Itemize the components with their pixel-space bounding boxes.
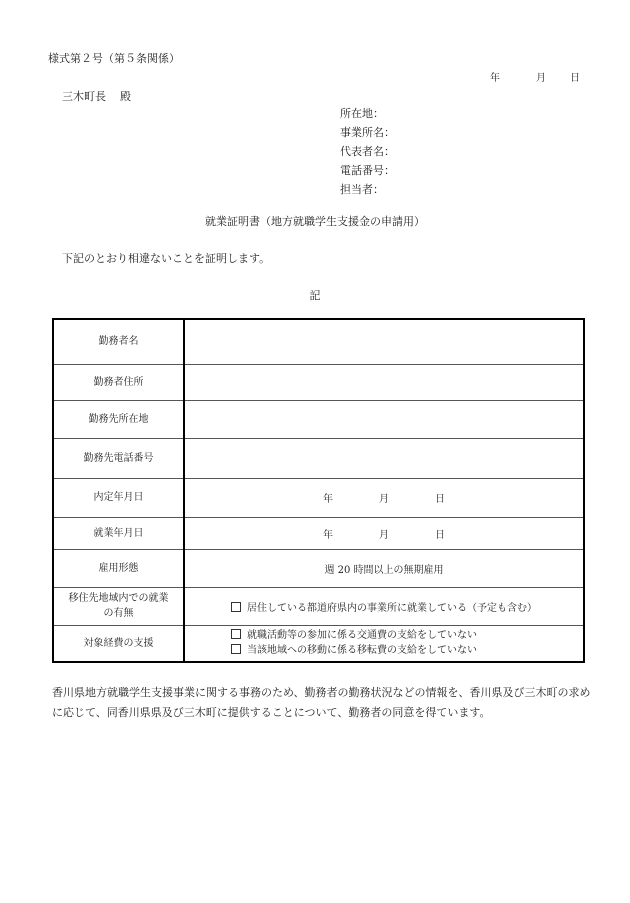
support-option-2[interactable] bbox=[189, 643, 579, 658]
support-options bbox=[184, 625, 584, 662]
date-line bbox=[490, 69, 580, 84]
checkbox-icon[interactable] bbox=[231, 644, 241, 654]
intro-text: 下記のとおり相違ないことを証明します。 bbox=[62, 252, 271, 265]
table-row bbox=[53, 517, 584, 549]
table-row bbox=[53, 549, 584, 587]
support-option-1[interactable] bbox=[189, 628, 579, 643]
local-employment-option-text: 居住している都道府県内の事業所に就業している（予定も含む） bbox=[247, 602, 537, 614]
offer-date-month: 月 bbox=[379, 494, 389, 505]
addressee-honorific: 殿 bbox=[120, 90, 131, 103]
worker-address-field[interactable] bbox=[184, 364, 584, 400]
offer-date-field[interactable] bbox=[184, 478, 584, 517]
support-option-2-text: 当該地域への移動に係る移転費の支給をしていない bbox=[247, 645, 477, 657]
offer-date-year: 年 bbox=[323, 494, 333, 505]
date-month: 月 bbox=[536, 73, 546, 84]
workplace-phone-field[interactable] bbox=[184, 438, 584, 478]
form-number: 様式第２号（第５条関係） bbox=[48, 52, 180, 65]
offer-date-label: 内定年月日 bbox=[53, 478, 184, 517]
ki-heading: 記 bbox=[309, 289, 321, 302]
phone-label: 電話番号： bbox=[340, 164, 395, 177]
local-employment-label-line2: の有無 bbox=[103, 608, 134, 619]
workplace-phone-label: 勤務先電話番号 bbox=[53, 438, 184, 478]
certificate-table bbox=[52, 318, 585, 663]
document-title: 就業証明書（地方就職学生支援金の申請用） bbox=[205, 215, 425, 228]
table-row bbox=[53, 587, 584, 625]
addressee-name: 三木町長 bbox=[62, 90, 106, 103]
worker-address-label: 勤務者住所 bbox=[53, 364, 184, 400]
support-option-1-text: 就職活動等の参加に係る交通費の支給をしていない bbox=[247, 630, 477, 642]
workplace-address-field[interactable] bbox=[184, 400, 584, 438]
representative-label: 代表者名： bbox=[340, 145, 395, 158]
offer-date-day: 日 bbox=[435, 494, 445, 505]
employment-date-field[interactable] bbox=[184, 517, 584, 549]
worker-name-label: 勤務者名 bbox=[53, 319, 184, 364]
contact-label: 担当者： bbox=[340, 183, 384, 196]
employment-type-label: 雇用形態 bbox=[53, 549, 184, 587]
date-year: 年 bbox=[490, 73, 500, 84]
local-employment-option[interactable] bbox=[184, 587, 584, 625]
applicant-block bbox=[340, 104, 395, 199]
table-row bbox=[53, 438, 584, 478]
date-day: 日 bbox=[570, 73, 580, 84]
table-row bbox=[53, 319, 584, 364]
employment-date-label: 就業年月日 bbox=[53, 517, 184, 549]
local-employment-label-line1: 移住先地域内での就業 bbox=[68, 593, 169, 604]
employment-type-value: 週 20 時間以上の無期雇用 bbox=[184, 549, 584, 587]
company-label: 事業所名： bbox=[340, 126, 395, 139]
support-label: 対象経費の支援 bbox=[53, 625, 184, 662]
worker-name-field[interactable] bbox=[184, 319, 584, 364]
consent-text: 香川県地方就職学生支援事業に関する事務のため、勤務者の勤務状況などの情報を、香川県及び三木町の求めに応じて、同香川県県及び三木町に提供することについて、勤務者の同意を得ています。 bbox=[52, 686, 591, 719]
employment-date-day: 日 bbox=[435, 529, 445, 541]
table-row bbox=[53, 400, 584, 438]
address-label: 所在地： bbox=[340, 107, 384, 120]
local-employment-label bbox=[53, 587, 184, 625]
employment-date-year: 年 bbox=[323, 529, 333, 541]
table-row bbox=[53, 364, 584, 400]
addressee bbox=[62, 88, 131, 104]
checkbox-icon[interactable] bbox=[231, 629, 241, 639]
employment-date-month: 月 bbox=[379, 529, 389, 541]
workplace-address-label: 勤務先所在地 bbox=[53, 400, 184, 438]
checkbox-icon[interactable] bbox=[231, 602, 241, 612]
table-row bbox=[53, 478, 584, 517]
table-row bbox=[53, 625, 584, 662]
